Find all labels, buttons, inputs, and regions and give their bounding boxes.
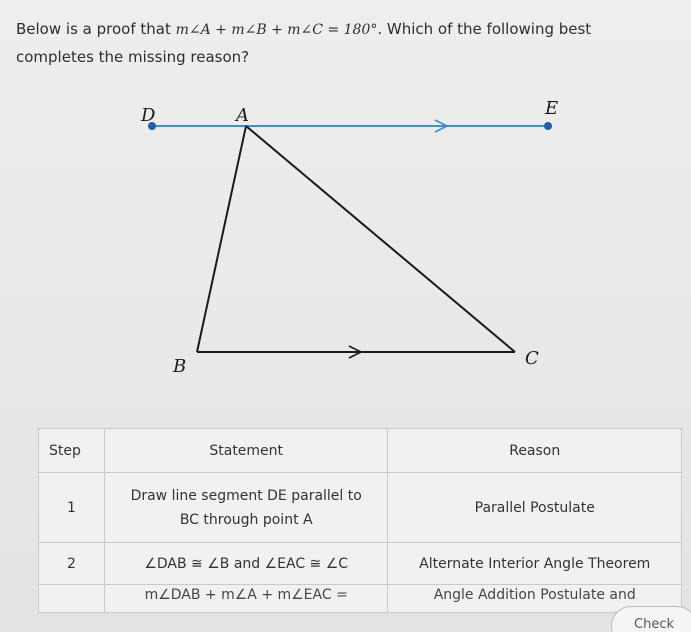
question-text bbox=[16, 16, 656, 71]
triangle-figure bbox=[0, 88, 691, 388]
label-b: B bbox=[173, 356, 187, 377]
question-suffix: . Which of the following best completes the missing reason? bbox=[16, 20, 592, 66]
step-cell bbox=[39, 585, 105, 613]
statement-line: Draw line segment DE parallel to bbox=[130, 487, 362, 504]
side-ab bbox=[197, 126, 246, 352]
header-reason: Reason bbox=[388, 429, 682, 473]
check-button[interactable]: Check bbox=[611, 606, 691, 632]
proof-table bbox=[38, 428, 682, 613]
statement-cell: ∠DAB ≅ ∠B and ∠EAC ≅ ∠C bbox=[104, 543, 388, 585]
statement-line: BC through point A bbox=[179, 511, 313, 528]
header-statement: Statement bbox=[104, 429, 388, 473]
reason-cell: Angle Addition Postulate and bbox=[388, 585, 682, 613]
table-header-row bbox=[39, 429, 682, 473]
label-a: A bbox=[236, 105, 249, 126]
label-e: E bbox=[545, 98, 559, 119]
reason-cell: Parallel Postulate bbox=[388, 473, 682, 543]
header-step: Step bbox=[39, 429, 105, 473]
table-row bbox=[39, 585, 682, 613]
question-formula: m∠A + m∠B + m∠C = 180° bbox=[175, 22, 378, 38]
step-cell: 1 bbox=[39, 473, 105, 543]
label-c: C bbox=[525, 348, 539, 369]
reason-cell: Alternate Interior Angle Theorem bbox=[388, 543, 682, 585]
point-e bbox=[544, 122, 552, 130]
step-cell: 2 bbox=[39, 543, 105, 585]
side-ac bbox=[246, 126, 515, 352]
statement-cell: m∠DAB + m∠A + m∠EAC = bbox=[104, 585, 388, 613]
table-row bbox=[39, 543, 682, 585]
label-d: D bbox=[141, 105, 156, 126]
statement-cell bbox=[104, 473, 388, 543]
question-prefix: Below is a proof that bbox=[16, 20, 176, 38]
table-row bbox=[39, 473, 682, 543]
